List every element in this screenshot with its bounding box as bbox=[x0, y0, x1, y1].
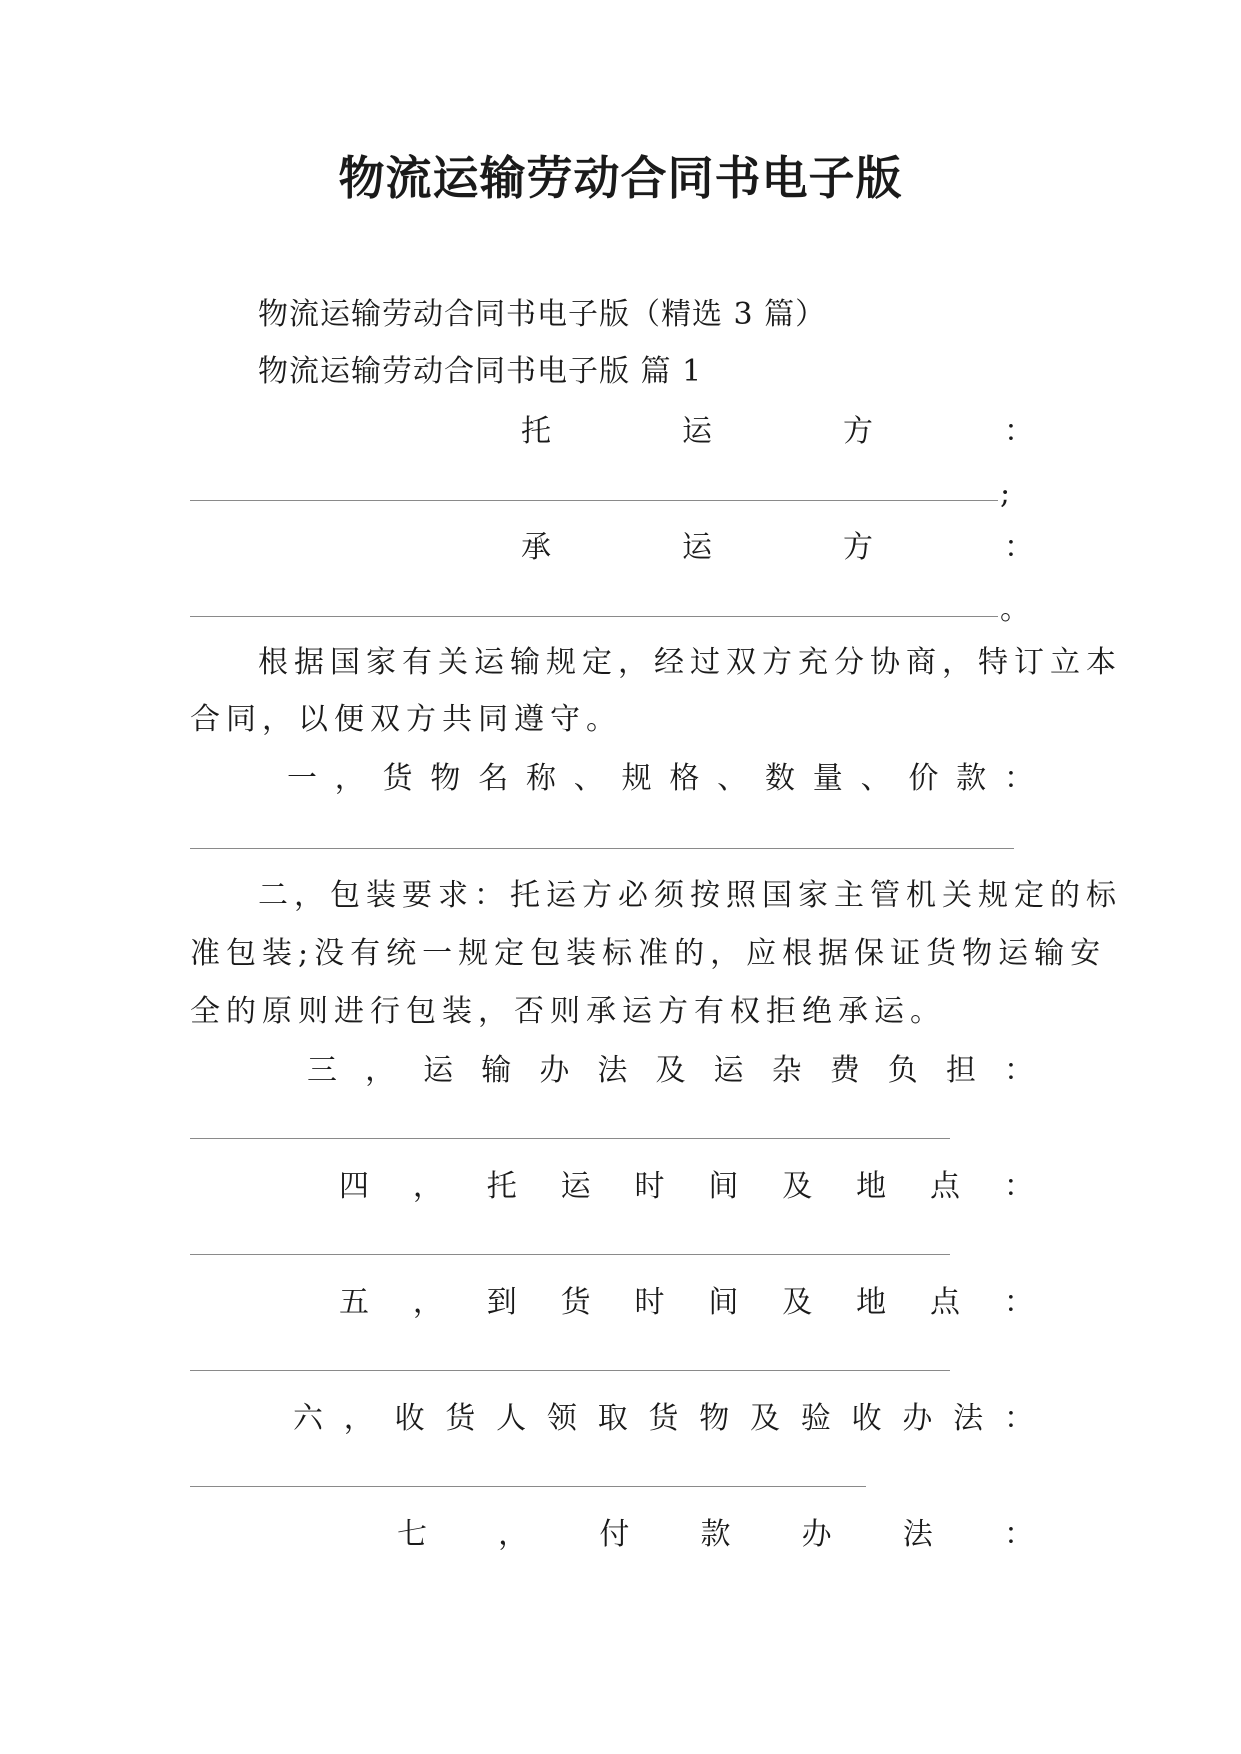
intro-paragraph-line: 合同，以便双方共同遵守。 bbox=[190, 702, 622, 737]
clause-char: 货 bbox=[648, 1401, 679, 1436]
clause-char: 法 bbox=[902, 1517, 933, 1552]
clause-char: 间 bbox=[708, 1285, 739, 1320]
clause-char: 到 bbox=[486, 1285, 517, 1320]
clause-2-line: 准包装;没有统一规定包装标准的，应根据保证货物运输安 bbox=[190, 936, 1107, 971]
clause-char: 验 bbox=[800, 1401, 831, 1436]
clause-4-blank-line bbox=[190, 1254, 950, 1255]
clause-char: ： bbox=[1003, 1517, 1034, 1552]
clause-char: 及 bbox=[750, 1401, 781, 1436]
clause-char: 物 bbox=[699, 1401, 730, 1436]
clause-char: 点 bbox=[930, 1169, 960, 1204]
clause-char: 间 bbox=[708, 1169, 739, 1204]
carrier-char: ： bbox=[1004, 530, 1034, 565]
consignor-end-mark: ; bbox=[1000, 476, 1011, 511]
clause-2-line: 全的原则进行包装，否则承运方有权拒绝承运。 bbox=[190, 994, 946, 1029]
clause-char: 托 bbox=[486, 1169, 517, 1204]
clause-7-heading bbox=[397, 1515, 1034, 1555]
clause-char: 领 bbox=[546, 1401, 577, 1436]
clause-char: 称 bbox=[525, 761, 556, 796]
consignor-label bbox=[521, 412, 1034, 452]
section-heading: 物流运输劳动合同书电子版 篇 1 bbox=[258, 354, 703, 389]
clause-char: 货 bbox=[560, 1285, 591, 1320]
clause-char: 三 bbox=[307, 1053, 337, 1088]
document-title: 物流运输劳动合同书电子版 bbox=[338, 151, 903, 205]
clause-char: 物 bbox=[430, 761, 461, 796]
clause-char: 及 bbox=[655, 1053, 686, 1088]
document-subtitle: 物流运输劳动合同书电子版（精选 3 篇） bbox=[258, 297, 827, 332]
carrier-char: 承 bbox=[521, 530, 551, 565]
clause-char: 运 bbox=[713, 1053, 744, 1088]
clause-4-heading bbox=[339, 1167, 1034, 1207]
clause-char: 担 bbox=[945, 1053, 976, 1088]
carrier-char: 运 bbox=[682, 530, 712, 565]
clause-char: 五 bbox=[339, 1285, 369, 1320]
consignor-char: 方 bbox=[843, 414, 873, 449]
clause-char: ： bbox=[1003, 761, 1034, 796]
clause-3-heading bbox=[307, 1051, 1034, 1091]
clause-6-heading bbox=[293, 1399, 1034, 1439]
clause-char: ， bbox=[343, 1401, 374, 1436]
clause-char: 数 bbox=[764, 761, 795, 796]
consignor-char: ： bbox=[1004, 414, 1034, 449]
carrier-char: 方 bbox=[843, 530, 873, 565]
clause-char: ， bbox=[498, 1517, 529, 1552]
clause-3-blank-line bbox=[190, 1138, 950, 1139]
clause-5-heading bbox=[339, 1283, 1034, 1323]
clause-char: 价 bbox=[908, 761, 939, 796]
clause-5-blank-line bbox=[190, 1370, 950, 1371]
clause-char: 人 bbox=[496, 1401, 527, 1436]
clause-char: ： bbox=[1003, 1053, 1034, 1088]
intro-paragraph-line: 根据国家有关运输规定，经过双方充分协商，特订立本 bbox=[258, 645, 1122, 680]
clause-char: 费 bbox=[829, 1053, 860, 1088]
clause-char: ， bbox=[412, 1169, 443, 1204]
clause-char: ： bbox=[1003, 1169, 1034, 1204]
clause-char: 办 bbox=[801, 1517, 832, 1552]
consignor-char: 运 bbox=[682, 414, 712, 449]
clause-char: 办 bbox=[539, 1053, 570, 1088]
clause-2-line: 二，包装要求：托运方必须按照国家主管机关规定的标 bbox=[258, 878, 1122, 913]
carrier-label bbox=[521, 528, 1034, 568]
clause-char: ： bbox=[1003, 1285, 1034, 1320]
clause-char: ， bbox=[365, 1053, 396, 1088]
clause-char: 运 bbox=[560, 1169, 591, 1204]
clause-char: 及 bbox=[782, 1169, 813, 1204]
clause-char: 规 bbox=[621, 761, 652, 796]
clause-char: 杂 bbox=[771, 1053, 802, 1088]
clause-char: 、 bbox=[860, 761, 891, 796]
carrier-blank-line bbox=[190, 616, 998, 617]
clause-char: 四 bbox=[339, 1169, 369, 1204]
clause-char: 时 bbox=[634, 1169, 665, 1204]
clause-1-blank-line bbox=[190, 848, 1014, 849]
clause-6-blank-line bbox=[190, 1486, 866, 1487]
clause-char: 点 bbox=[930, 1285, 960, 1320]
clause-char: 及 bbox=[782, 1285, 813, 1320]
clause-char: 收 bbox=[851, 1401, 882, 1436]
clause-char: ， bbox=[334, 761, 365, 796]
clause-char: 取 bbox=[597, 1401, 628, 1436]
clause-char: ： bbox=[1003, 1401, 1034, 1436]
clause-char: 名 bbox=[478, 761, 509, 796]
clause-char: 货 bbox=[382, 761, 413, 796]
clause-char: 量 bbox=[812, 761, 843, 796]
clause-char: 办 bbox=[902, 1401, 933, 1436]
clause-char: 格 bbox=[669, 761, 700, 796]
clause-char: 七 bbox=[397, 1517, 427, 1552]
consignor-char: 托 bbox=[521, 414, 551, 449]
clause-char: 一 bbox=[287, 761, 317, 796]
clause-char: ， bbox=[412, 1285, 443, 1320]
clause-char: 时 bbox=[634, 1285, 665, 1320]
clause-char: 款 bbox=[956, 761, 987, 796]
clause-char: 、 bbox=[717, 761, 748, 796]
clause-char: 负 bbox=[887, 1053, 918, 1088]
clause-char: 货 bbox=[445, 1401, 476, 1436]
clause-char: 、 bbox=[573, 761, 604, 796]
carrier-end-mark: 。 bbox=[1000, 592, 1030, 627]
clause-1-heading bbox=[287, 759, 1034, 799]
clause-char: 运 bbox=[423, 1053, 454, 1088]
clause-char: 地 bbox=[856, 1169, 887, 1204]
consignor-blank-line bbox=[190, 500, 998, 501]
clause-char: 输 bbox=[481, 1053, 512, 1088]
clause-char: 法 bbox=[953, 1401, 984, 1436]
clause-char: 付 bbox=[599, 1517, 630, 1552]
clause-char: 法 bbox=[597, 1053, 628, 1088]
clause-char: 收 bbox=[394, 1401, 425, 1436]
clause-char: 地 bbox=[856, 1285, 887, 1320]
clause-char: 六 bbox=[293, 1401, 323, 1436]
clause-char: 款 bbox=[700, 1517, 731, 1552]
